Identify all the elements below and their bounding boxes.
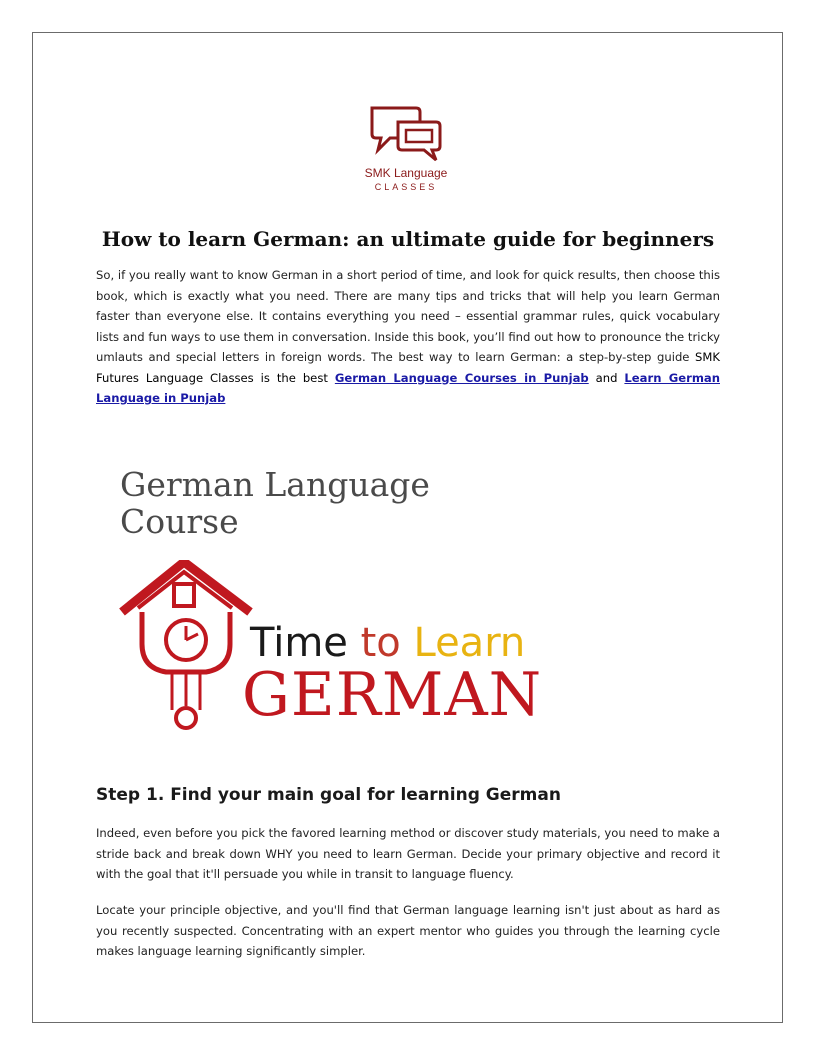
cuckoo-clock-icon [118,560,258,740]
banner-german-word: GERMAN [242,660,543,730]
banner-to-word: to [360,620,414,666]
banner-time-word: Time [250,620,361,666]
intro-joiner: and [588,370,625,385]
course-banner [110,458,610,743]
banner-heading-line2: Course [120,502,239,541]
step1-paragraph-2: Locate your principle objective, and you'll find that German language learning isn't just about as hard as you recently suspected. Concentrating with an expert mentor who guides you through the learning cycle makes language learning significantly simpler. [96,903,720,958]
banner-learn-word: Learn [413,620,526,666]
intro-highlight: SMK Futures Language Classes is the best [96,350,720,385]
intro-text: So, if you really want to know German in a short period of time, and look for quick results, then choose this book, which is exactly what you need. There are many tips and tricks that will help you learn German faster than everyone else. It contains everything you need – essential grammar rules, quick vocabulary lists and fun ways to use them in conversation. Inside this book, you’ll find out how to pronounce the tricky umlauts and special letters in foreign words. The best way to learn German: a step-by-step guide [96,268,720,364]
step1-heading: Step 1. Find your main goal for learning German [96,785,561,805]
logo [340,104,472,196]
german-courses-link[interactable]: German Language Courses in Punjab [334,370,589,385]
logo-subtitle: CLASSES [374,182,438,192]
learn-german-link[interactable]: Learn German Language in Punjab [96,370,720,405]
page-title: How to learn German: an ultimate guide for beginners [101,227,715,251]
banner-heading-line1: German Language [120,465,430,504]
chat-bubbles-icon [368,104,444,164]
logo-name: SMK Language [364,166,448,180]
banner-heading [120,466,430,540]
step1-paragraph-1: Indeed, even before you pick the favored learning method or discover study materials, you need to make a stride back and break down WHY you need to learn German. Decide your primary objective and record it with the goal that it'll persuade you while in transit to language fluency. [96,826,720,881]
intro-paragraph [96,265,720,409]
